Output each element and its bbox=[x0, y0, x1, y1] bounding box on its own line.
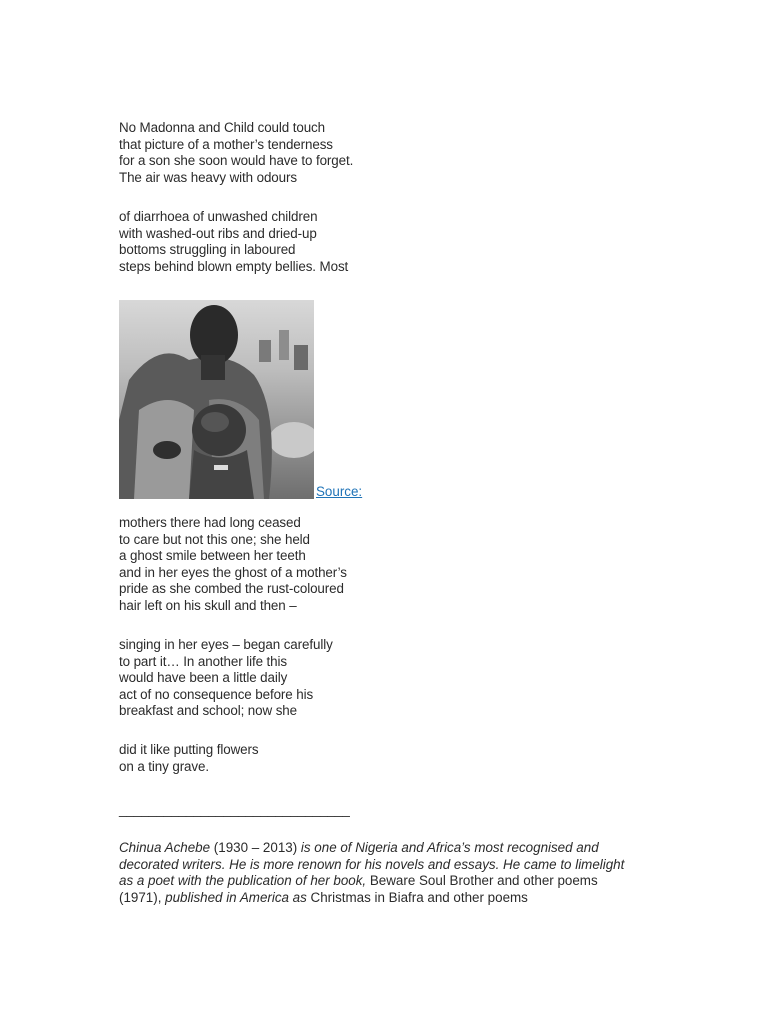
poem-line: singing in her eyes – began carefully bbox=[119, 637, 333, 652]
poem-line: mothers there had long ceased bbox=[119, 515, 301, 530]
poem-line: steps behind blown empty bellies. Most bbox=[119, 258, 349, 274]
poem-line: pride as she combed the rust-coloured bbox=[119, 581, 344, 596]
poem-line: on a tiny grave. bbox=[119, 758, 209, 774]
source-link[interactable]: Source: bbox=[316, 484, 363, 499]
author-name: Chinua Achebe bbox=[119, 840, 211, 855]
author-years: (1930 – 2013) bbox=[210, 840, 301, 855]
poem-line: No Madonna and Child could touch bbox=[119, 120, 325, 135]
poem-line: for a son she soon would have to forget. bbox=[119, 153, 354, 168]
poem-line: with washed-out ribs and dried-up bbox=[119, 225, 317, 241]
poem-stanza-4 bbox=[119, 637, 333, 720]
mother-and-child-photo bbox=[119, 300, 314, 499]
poem-line: to care but not this one; she held bbox=[119, 531, 310, 547]
poem-line: did it like putting flowers bbox=[119, 742, 259, 757]
book-title: Christmas in Biafra and other poems bbox=[310, 889, 528, 905]
poem-line: act of no consequence before his bbox=[119, 686, 314, 702]
poem-line: to part it… In another life this bbox=[119, 653, 287, 669]
bio-text: is one of Nigeria and Africa’s most recognised and decorated writers. He is more renown for his novels and essays. He came to limelight as a poet with the publication of her book, bbox=[119, 840, 625, 889]
poem-line: breakfast and school; now she bbox=[119, 703, 297, 718]
section-divider: _______________________________ bbox=[119, 802, 350, 817]
bio-text: published in America as bbox=[161, 889, 311, 905]
poem-line: The air was heavy with odours bbox=[119, 169, 297, 185]
poem-line: that picture of a mother’s tenderness bbox=[119, 136, 333, 152]
poem-stanza-2 bbox=[119, 209, 348, 275]
poem-stanza-3 bbox=[119, 515, 347, 614]
poem-line: bottoms struggling in laboured bbox=[119, 242, 296, 257]
poem-line: hair left on his skull and then – bbox=[119, 597, 297, 613]
book-title: Beware Soul Brother and other poems (1971), bbox=[119, 873, 598, 905]
poem-line: would have been a little daily bbox=[119, 670, 288, 685]
author-bio bbox=[119, 840, 639, 906]
poem-line: a ghost smile between her teeth bbox=[119, 548, 306, 563]
poem-stanza-1 bbox=[119, 120, 353, 186]
poem-line: and in her eyes the ghost of a mother’s bbox=[119, 564, 347, 580]
poem-stanza-5 bbox=[119, 742, 258, 775]
photo-figure bbox=[119, 300, 362, 499]
poem-line: of diarrhoea of unwashed children bbox=[119, 209, 318, 224]
